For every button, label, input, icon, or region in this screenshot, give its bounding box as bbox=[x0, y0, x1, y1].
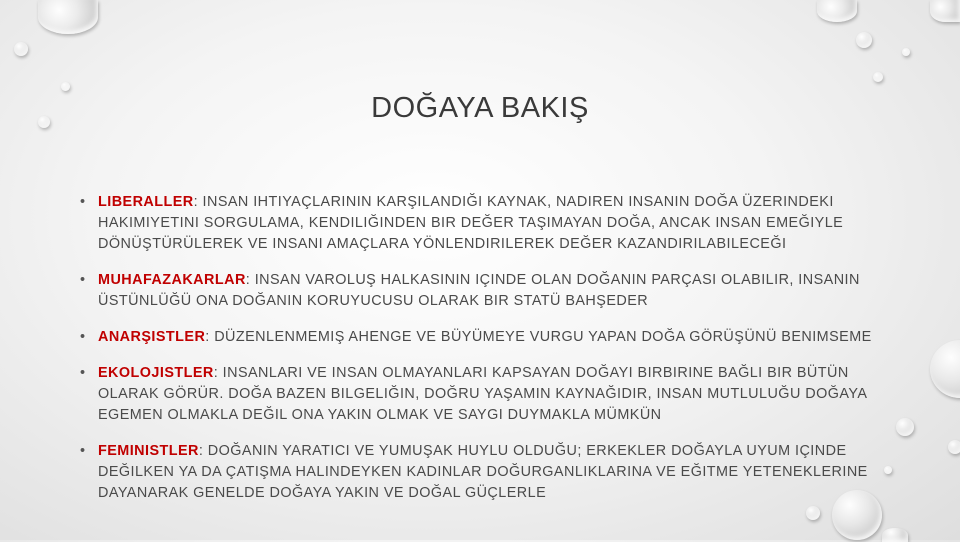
water-drop-decoration bbox=[896, 418, 914, 436]
water-drop-decoration bbox=[817, 0, 857, 22]
bullet-item-ekolojistler bbox=[78, 363, 898, 426]
term-separator: : bbox=[205, 329, 210, 345]
water-drop-decoration bbox=[61, 82, 70, 91]
water-drop-decoration bbox=[902, 48, 910, 56]
water-drop-decoration bbox=[930, 340, 960, 398]
term-separator: : bbox=[245, 272, 251, 288]
water-drop-decoration bbox=[38, 116, 50, 128]
bullet-text: INSANLARI VE INSAN OLMAYANLARI KAPSAYAN DOĞAYI BIRBIRINE BAĞLI BIR BÜTÜN OLARAK GÖRÜR. DOĞA BAZEN BILGELIĞIN, DOĞRU YAŞAMIN KAYNAĞIDIR, INSAN MUTLULUĞU DOĞAYA EGEMEN OLMAKLA DEĞIL ONA YAKIN OLMAK VE SAYGI DUYMAKLA MÜMKÜN bbox=[98, 365, 867, 423]
slide-title: DOĞAYA BAKIŞ bbox=[371, 92, 589, 124]
water-drop-decoration bbox=[14, 42, 28, 56]
bullet-text: INSAN IHTIYAÇLARININ KARŞILANDIĞI KAYNAK, NADIREN INSANIN DOĞA ÜZERINDEKI HAKIMIYETINI SORGULAMA, KENDILIĞINDEN BIR DEĞER TAŞIMAYAN DOĞA, ANCAK INSAN EMEĞIYLE DÖNÜŞTÜRÜLEREK VE INSANI AMAÇLARA YÖNLENDIRILEREK DEĞER KAZANDIRILABILECEĞI bbox=[98, 194, 844, 252]
bullet-item-anarsistler bbox=[78, 327, 898, 348]
term-separator: : bbox=[193, 194, 199, 210]
bullet-item-muhafazakarlar bbox=[78, 270, 898, 312]
water-drop-decoration bbox=[38, 0, 98, 34]
water-drop-decoration bbox=[948, 440, 960, 454]
bullet-list bbox=[78, 192, 898, 519]
term-separator: : bbox=[198, 443, 204, 459]
bullet-text: INSAN VAROLUŞ HALKASININ IÇINDE OLAN DOĞANIN PARÇASI OLABILIR, INSANIN ÜSTÜNLÜĞÜ ONA DOĞANIN KORUYUCUSU OLARAK BIR STATÜ BAHŞEDER bbox=[98, 272, 860, 309]
water-drop-decoration bbox=[873, 72, 883, 82]
bullet-term: LIBERALLER bbox=[98, 194, 194, 210]
term-separator: : bbox=[213, 365, 219, 381]
bullet-term: ANARŞISTLER bbox=[98, 329, 206, 345]
bullet-text: DÜZENLENMEMIŞ AHENGE VE BÜYÜMEYE VURGU YAPAN DOĞA GÖRÜŞÜNÜ BENIMSEME bbox=[209, 329, 872, 345]
bullet-text: DOĞANIN YARATICI VE YUMUŞAK HUYLU OLDUĞU; ERKEKLER DOĞAYLA UYUM IÇINDE DEĞILKEN YA DA ÇATIŞMA HALINDEYKEN KADINLAR DOĞURGANLIKLARINA VE EĞITME YETENEKLERINE DAYANARAK GENELDE DOĞAYA YAKIN VE DOĞAL GÜÇLERLE bbox=[98, 443, 868, 501]
bullet-term: MUHAFAZAKARLAR bbox=[98, 272, 246, 288]
water-drop-decoration bbox=[930, 0, 960, 22]
bullet-item-liberaller bbox=[78, 192, 898, 255]
bullet-term: FEMINISTLER bbox=[98, 443, 199, 459]
bullet-item-feministler bbox=[78, 441, 898, 504]
bullet-term: EKOLOJISTLER bbox=[98, 365, 214, 381]
water-drop-decoration bbox=[856, 32, 872, 48]
